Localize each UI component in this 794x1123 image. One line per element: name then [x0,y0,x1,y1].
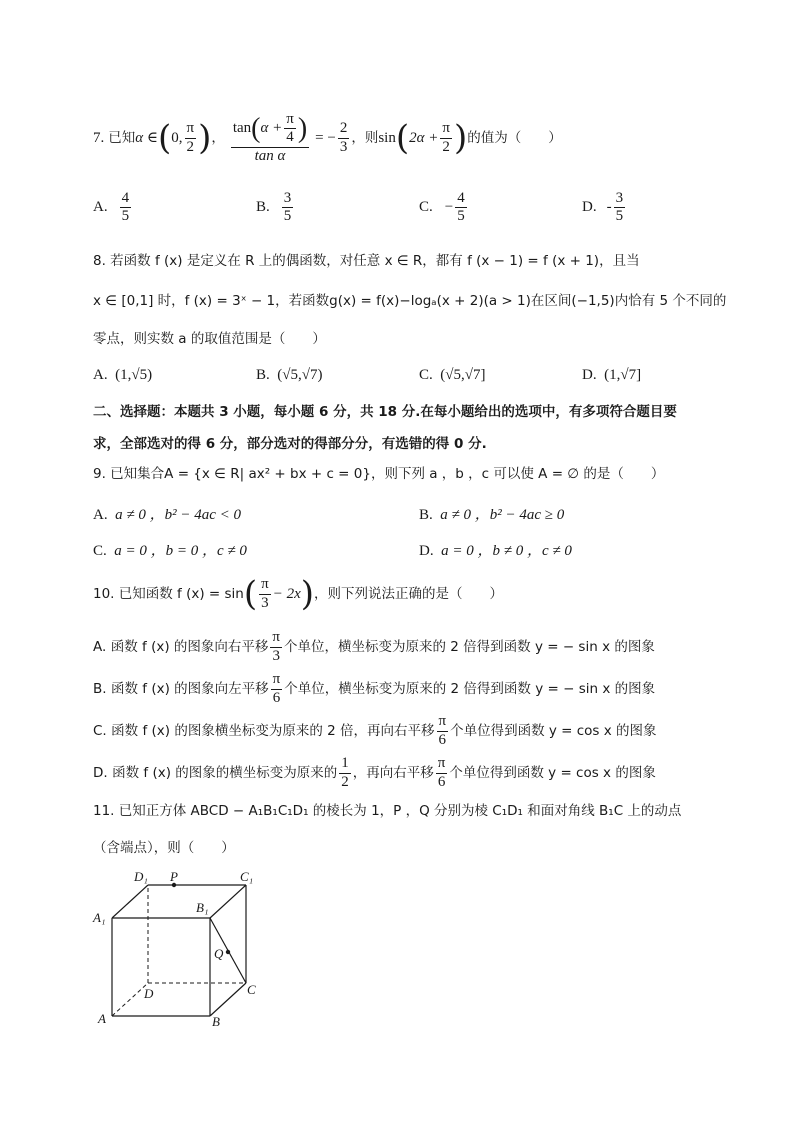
q10-post-frac: − 2x [272,586,301,602]
q7-sin: sin [378,130,396,146]
q8-option-d[interactable]: D. (1,√7] [582,367,642,383]
q7-stem: 7. 已知 α ∈ ( 0, $\frac{\pi}{2}$ ) ， tan ( α + $\frac{\pi}{4}$ ) tan α = − $\frac{2}{3}$ ，则 sin ( 2α + $\frac{\pi}{2}$ ) 的值为（ ） [93,111,562,164]
q9-option-b[interactable]: B. a ≠ 0 ，b² − 4ac ≥ 0 [419,507,565,523]
q10-option-c[interactable]: C. 函数 f (x) 的图象横坐标变为原来的 2 倍，再向右平移 $\frac{\pi}{6}$ 个单位得到函数 y = cos x 的图象 [93,713,657,748]
q8-line-1: 8. 若函数 f (x) 是定义在 R 上的偶函数，对任意 x ∈ R，都有 f (x − 1) = f (x + 1)，且当 [93,253,640,269]
q7-option-d[interactable] [582,190,627,226]
q11-line-1: 11. 已知正方体 ABCD − A₁B₁C₁D₁ 的棱长为 1，P ，Q 分别为棱 C₁D₁ 和面对角线 B₁C 上的动点 [93,803,682,819]
q7-paren-close: ) [198,118,212,158]
option-frac: $\frac{3}{5}$ [615,190,624,225]
label-c: C [247,982,256,997]
q7-frac-den: 2 [186,138,195,155]
q7-paren-open: ( [157,118,172,158]
q7-frac-pi-2b [440,120,452,156]
q7-text-1: 已知 [108,129,136,146]
q8-option-a[interactable]: A. (1,√5) [93,367,153,383]
q10-pre: 10. 已知函数 f (x) = sin [93,585,244,602]
q7-two-alpha-plus: 2α + [409,130,439,146]
q9-stem: 9. 已知集合A = {x ∈ R| ax² + bx + c = 0}，则下列 a ，b ，c 可以使 A = ∅ 的是（ ） [93,466,665,482]
cube-figure [90,866,270,1031]
q7-option-c[interactable] [419,190,469,226]
option-frac: $\frac{4}{5}$ [457,190,465,225]
q7-tan-alpha: tan α [254,147,286,164]
section-2-heading-line-1: 二、选择题：本题共 3 小题，每小题 6 分，共 18 分.在每小题给出的选项中，有多项符合题目要 [93,404,677,420]
option-label: A. [93,199,108,216]
option-label: B. [256,199,270,216]
q7-pi2b-den: 2 [442,138,450,155]
q8-option-b[interactable]: B. (√5,√7) [256,367,323,383]
q7-alpha-in: α ∈ [135,130,158,146]
q7-option-a[interactable] [93,190,133,226]
q10-stem: 10. 已知函数 f (x) = sin ( $\frac{\pi}{3}$ − 2x ) ，则下列说法正确的是（ ） [93,574,503,614]
edge-b1-c1 [210,885,246,918]
q7-pi4-den: 4 [286,129,294,146]
q7-main-frac [231,111,309,165]
q10-frac: $\frac{\pi}{3}$ [261,576,269,611]
q10-option-d[interactable]: D. 函数 f (x) 的图象的横坐标变为原来的 $\frac{1}{2}$ ，再向右平移 $\frac{\pi}{6}$ 个单位得到函数 y = cos x 的图象 [93,755,656,790]
point-q [226,950,230,954]
q7-number: 7. [93,130,105,146]
q7-equals: = − [315,130,336,146]
q9-option-d[interactable]: D. a = 0 ，b ≠ 0 ，c ≠ 0 [419,543,572,559]
label-p: P [170,869,178,884]
q7-main-frac-num: tan ( α + $\frac{\pi}{4}$ ) [231,111,309,148]
option-frac: $\frac{4}{5}$ [121,190,130,225]
q7-comma: ， [211,129,225,146]
q7-alpha-plus: α + [260,120,283,137]
q9-option-a[interactable]: A. a ≠ 0 ，b² − 4ac < 0 [93,507,241,523]
label-b1: B₁ [196,900,209,915]
q7-frac-num: π [185,120,197,138]
q8-option-c[interactable]: C. (√5,√7] [419,367,486,383]
q7-text-3: 的值为（ ） [467,129,562,146]
q8-line-2: x ∈ [0,1] 时，f (x) = 3ˣ − 1，若函数g(x) = f(x)−logₐ(x + 2)(a > 1)在区间(−1,5)内恰有 5 个不同的 [93,293,727,309]
q7-pi4-num: π [284,111,296,129]
edge-b-c [210,983,246,1016]
edge-a1-d1 [112,885,148,918]
q7-frac-2-3 [338,120,350,156]
q7-interval-start: 0, [171,130,183,146]
q9-option-c[interactable]: C. a = 0 ，b = 0 ，c ≠ 0 [93,543,247,559]
q7-frac-pi-4 [284,111,296,147]
q10-option-a[interactable]: A. 函数 f (x) 的图象向右平移 $\frac{\pi}{3}$ 个单位，横坐标变为原来的 2 倍得到函数 y = − sin x 的图象 [93,629,655,664]
q7-option-b[interactable] [256,190,295,226]
label-d: D [144,986,154,1001]
q7-tan: tan [232,120,252,137]
q11-line-2: （含端点），则（ ） [93,840,235,856]
q10-post: ，则下列说法正确的是（ ） [314,585,503,602]
label-q: Q [214,946,224,961]
option-label: D. [582,199,597,216]
q7-pi2b-num: π [440,120,452,138]
q7-frac23-num: 2 [338,120,350,138]
q10-option-b[interactable]: B. 函数 f (x) 的图象向左平移 $\frac{\pi}{6}$ 个单位，横坐标变为原来的 2 倍得到函数 y = − sin x 的图象 [93,671,656,706]
q8-line-3: 零点，则实数 a 的取值范围是（ ） [93,331,326,347]
q7-frac23-den: 3 [339,138,348,155]
option-frac: $\frac{3}{5}$ [283,190,292,225]
option-sign: − [444,199,454,216]
label-a1: A₁ [93,910,106,925]
label-d1: D₁ [134,869,148,884]
q7-text-2: ，则 [351,129,379,146]
option-sign: - [606,199,612,216]
label-c1: C₁ [240,869,254,884]
label-a: A [98,1011,106,1026]
q7-frac-pi-2 [185,120,197,156]
section-2-heading-line-2: 求，全部选对的得 6 分，部分选对的得部分分，有选错的得 0 分. [93,436,487,452]
option-label: C. [419,199,433,216]
label-b: B [212,1014,220,1029]
hidden-edge-a-d [112,983,148,1016]
